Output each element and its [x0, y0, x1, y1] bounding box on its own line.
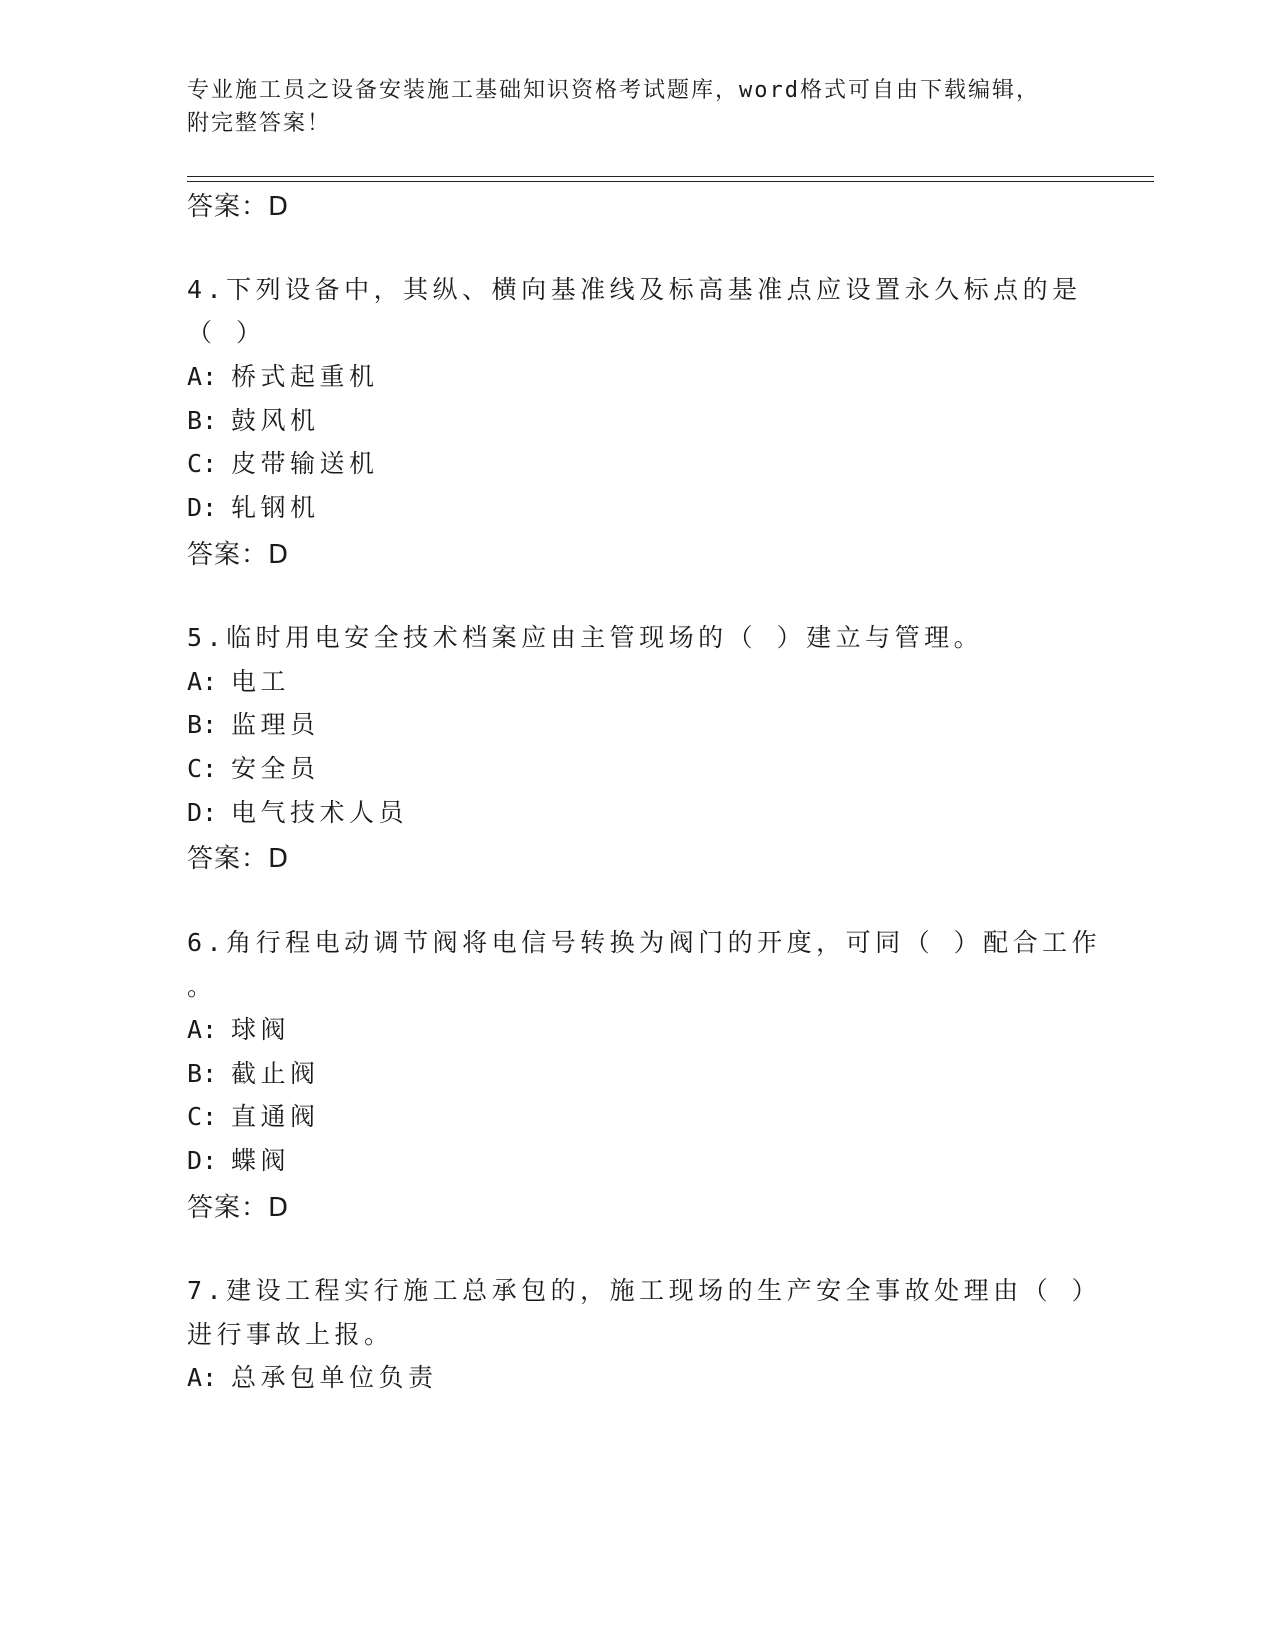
option-label: C:	[187, 449, 218, 478]
option-text: 直通阀	[231, 1102, 320, 1131]
option-label: B:	[187, 406, 218, 435]
header-line-2: 附完整答案！	[187, 111, 332, 136]
header-divider-top	[187, 176, 1154, 177]
q6-option-b	[187, 1059, 320, 1089]
q6-option-d	[187, 1146, 290, 1176]
option-text: 皮带输送机	[231, 449, 379, 478]
option-label: D:	[187, 493, 218, 522]
q5-option-d	[187, 798, 408, 828]
q6-stem-line-1: 6.角行程电动调节阀将电信号转换为阀门的开度，可同（ ）配合工作	[187, 928, 1102, 957]
q4-option-b	[187, 406, 320, 436]
q5-option-b	[187, 710, 320, 740]
q5-stem-line-1: 5.临时用电安全技术档案应由主管现场的（ ）建立与管理。	[187, 623, 984, 652]
q4-option-a	[187, 362, 379, 392]
q6-answer: 答案：D	[187, 1193, 290, 1223]
q4-stem-line-1: 4.下列设备中，其纵、横向基准线及标高基准点应设置永久标点的是	[187, 275, 1082, 304]
q6-stem-line-2: 。	[187, 972, 217, 1001]
option-label: A:	[187, 667, 218, 696]
option-label: A:	[187, 362, 218, 391]
option-label: C:	[187, 754, 218, 783]
document-header	[187, 74, 1067, 140]
option-text: 总承包单位负责	[231, 1363, 438, 1392]
q5-option-c	[187, 754, 320, 784]
q7-option-a	[187, 1363, 438, 1393]
option-text: 电气技术人员	[231, 798, 409, 827]
option-text: 球阀	[231, 1015, 291, 1044]
option-label: C:	[187, 1102, 218, 1131]
option-label: A:	[187, 1363, 218, 1392]
q4-stem-line-2: （ ）	[187, 318, 266, 347]
option-text: 蝶阀	[231, 1146, 291, 1175]
q4-option-d	[187, 493, 320, 523]
q5-answer: 答案：D	[187, 844, 290, 874]
q6-option-a	[187, 1015, 290, 1045]
option-text: 监理员	[231, 710, 320, 739]
option-text: 轧钢机	[231, 493, 320, 522]
option-text: 桥式起重机	[231, 362, 379, 391]
q4-answer: 答案：D	[187, 540, 290, 570]
q7-stem-line-1: 7.建设工程实行施工总承包的，施工现场的生产安全事故处理由（ ）	[187, 1276, 1102, 1305]
option-text: 安全员	[231, 754, 320, 783]
option-label: D:	[187, 1146, 218, 1175]
prev-answer: 答案：D	[187, 192, 290, 222]
option-label: D:	[187, 798, 218, 827]
option-text: 截止阀	[231, 1059, 320, 1088]
q6-option-c	[187, 1102, 320, 1132]
q7-stem-line-2: 进行事故上报。	[187, 1320, 394, 1349]
option-text: 电工	[231, 667, 291, 696]
option-text: 鼓风机	[231, 406, 320, 435]
option-label: B:	[187, 710, 218, 739]
q5-option-a	[187, 667, 290, 697]
option-label: A:	[187, 1015, 218, 1044]
option-label: B:	[187, 1059, 218, 1088]
header-line-1: 专业施工员之设备安装施工基础知识资格考试题库，word格式可自由下载编辑，	[187, 78, 1040, 103]
header-divider-bottom	[187, 181, 1154, 182]
q4-option-c	[187, 449, 379, 479]
